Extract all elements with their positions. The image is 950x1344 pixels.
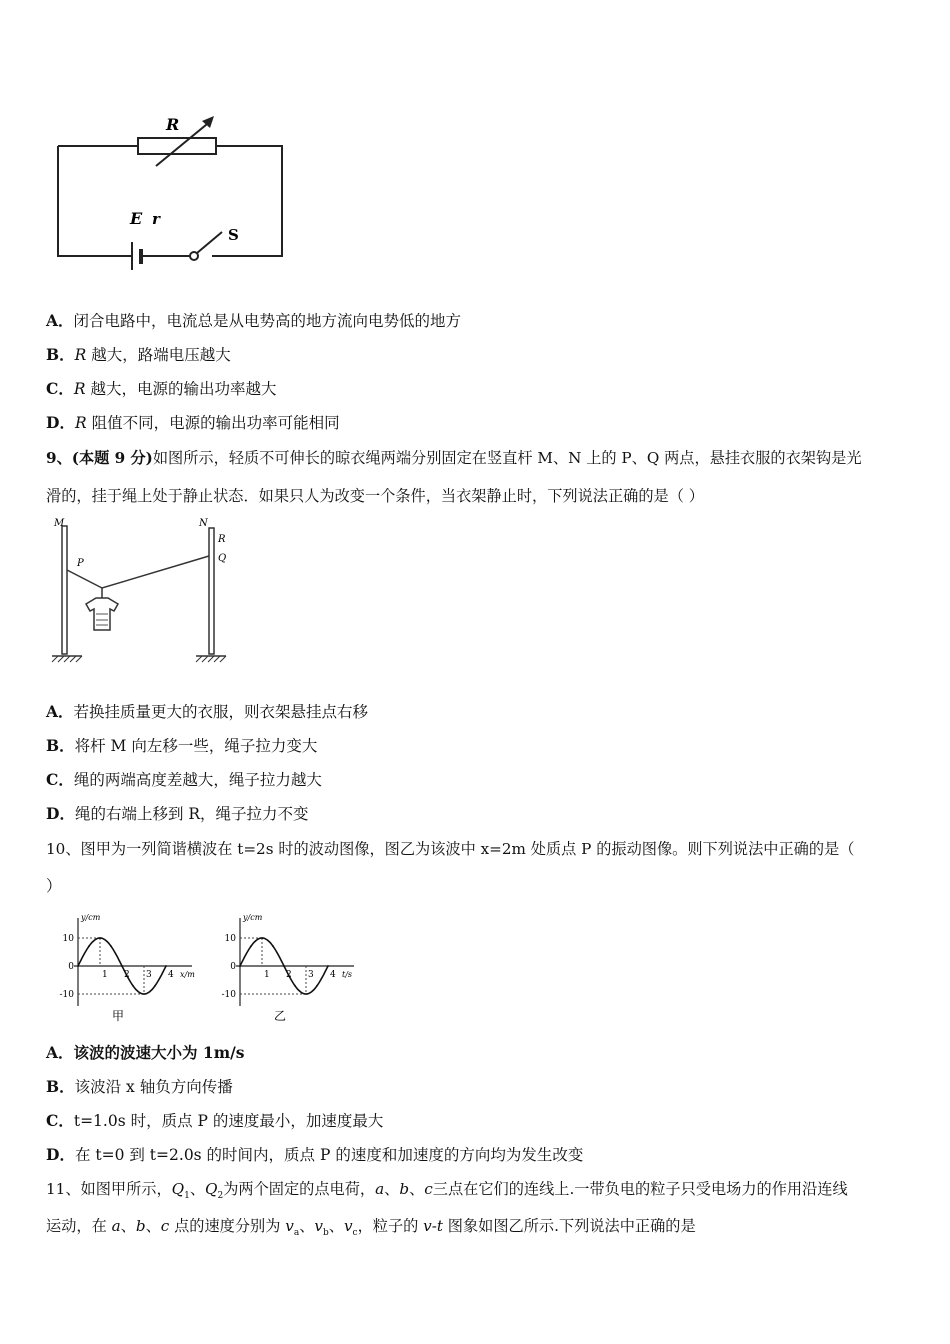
rope [67,556,209,588]
q8-option-a: A．闭合电路中，电流总是从电势高的地方流向电势低的地方 [46,311,462,330]
clothesline-figure [46,514,246,674]
y-tick-label: 10 [62,934,74,944]
label-s: S [228,226,239,244]
data-point [316,985,318,987]
q11-stem-line1: 11、如图甲所示，$Q_1$、$Q_2$为两个固定的点电荷，a、b、c三点在它们的连线上.一带负电的粒子只受电场力的作用沿连线 [46,1180,848,1202]
q9-stem-line2: 滑的，挂于绳上处于静止状态．如果只人为改变一个条件，当衣架静止时，下列说法正确的是（ ） [46,487,704,505]
x-tick-label: 2 [124,970,130,980]
q9-stem-line1: 9、(本题 9 分)如图所示，轻质不可伸长的晾衣绳两端分别固定在竖直杆 M、N 上的 P、Q 两点，悬挂衣服的衣架钩是光 [46,449,862,467]
q10-option-b: B．该波沿 x 轴负方向传播 [46,1077,233,1096]
label-r: R [218,534,226,545]
q10-stem-line2: ） [46,877,62,895]
label-r-small: r [152,210,160,228]
chart-title: 乙 [274,1009,287,1023]
y-tick-label: 0 [230,962,236,972]
y-tick-label: -10 [221,990,236,1000]
x-tick-label: 3 [146,970,152,980]
data-point [132,985,134,987]
x-tick-label: 3 [308,970,314,980]
data-point [99,937,101,939]
data-point [327,965,329,967]
q10-option-d: D．在 t=0 到 t=2.0s 的时间内，质点 P 的速度和加速度的方向均为发生改变 [46,1145,584,1164]
data-point [143,993,145,995]
data-point [88,945,90,947]
q10-stem-line1: 10、图甲为一列简谐横波在 t=2s 时的波动图像，图乙为该波中 x=2m 处质点 P 的振动图像。则下列说法中正确的是（ [46,840,855,858]
q8-option-c: C．R 越大，电源的输出功率越大 [46,379,277,398]
data-point [77,965,79,967]
data-point [110,945,112,947]
x-tick-label: 1 [102,970,108,980]
circuit-wires [58,146,282,256]
data-point [294,985,296,987]
label-n: N [199,518,208,529]
q8-option-b: B．R 越大，路端电压越大 [46,345,231,364]
y-tick-label: 0 [68,962,74,972]
circuit-figure [44,108,294,284]
x-axis-label: t/s [342,970,353,979]
switch-blade [197,232,222,253]
q9-option-a: A．若换挂质量更大的衣服，则衣架悬挂点右移 [46,702,369,721]
pole-n [209,528,214,654]
switch-pivot [190,252,198,260]
y-tick-label: 10 [224,934,236,944]
chart-title: 甲 [112,1009,125,1023]
y-tick-label: -10 [59,990,74,1000]
wave-graph-jia [52,908,202,1024]
data-point [121,965,123,967]
label-m: M [54,518,65,529]
label-q: Q [218,553,227,564]
vibration-graph-yi [214,908,364,1024]
q10-option-a: A．该波的波速大小为 1m/s [46,1043,245,1062]
x-tick-label: 2 [286,970,292,980]
label-p: P [77,558,84,569]
data-point [154,985,156,987]
label-r: R [166,115,180,134]
x-axis-label: x/m [180,970,195,979]
data-point [165,965,167,967]
q11-stem-line2: 运动，在 a、b、c 点的速度分别为 $v_a$、$v_b$、$v_c$，粒子的 v-t 图象如图乙所示.下列说法中正确的是 [46,1217,696,1239]
data-point [261,937,263,939]
pole-m [62,526,67,654]
y-axis-label: y/cm [243,913,263,922]
q9-option-d: D．绳的右端上移到 R，绳子拉力不变 [46,804,309,823]
data-point [305,993,307,995]
data-point [250,945,252,947]
data-point [283,965,285,967]
label-e: E [130,209,143,228]
y-axis-label: y/cm [81,913,101,922]
data-point [239,965,241,967]
x-tick-label: 4 [168,970,174,980]
q8-option-d: D．R 阻值不同，电源的输出功率可能相同 [46,413,340,432]
q9-option-b: B．将杆 M 向左移一些，绳子拉力变大 [46,736,318,755]
resistor-symbol [138,138,216,154]
x-tick-label: 1 [264,970,270,980]
q9-option-c: C．绳的两端高度差越大，绳子拉力越大 [46,770,322,789]
q10-option-c: C．t=1.0s 时，质点 P 的速度最小，加速度最大 [46,1111,384,1130]
x-tick-label: 4 [330,970,336,980]
data-point [272,945,274,947]
